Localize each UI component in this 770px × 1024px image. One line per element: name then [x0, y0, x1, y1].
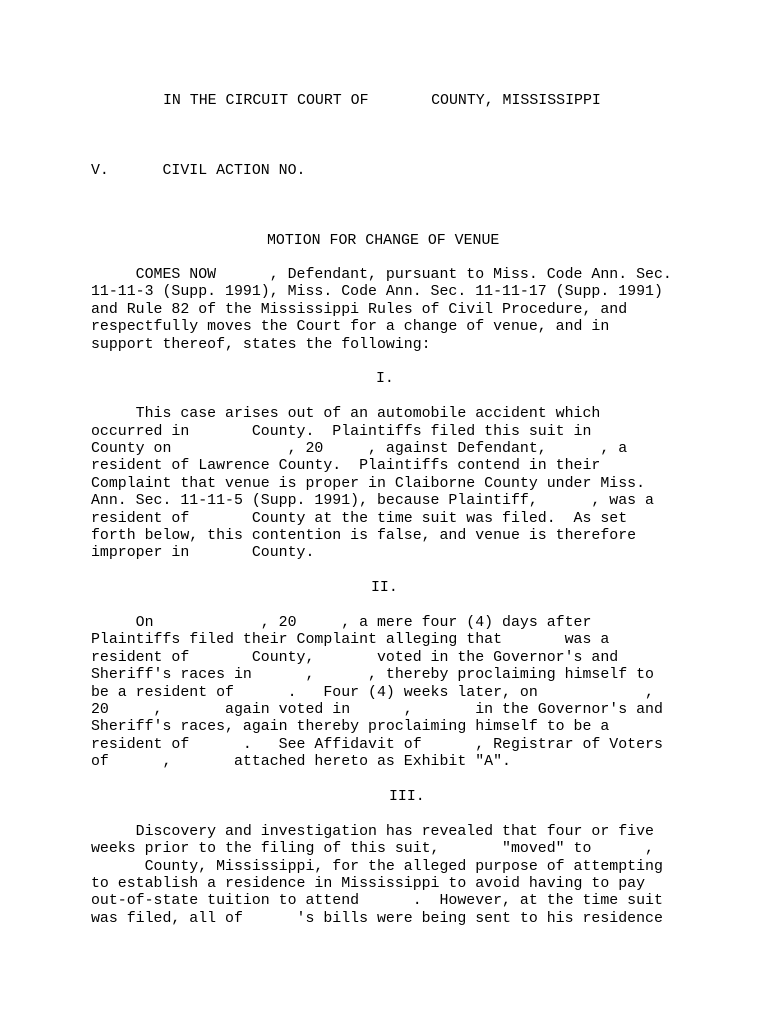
section-1-line: forth below, this contention is false, and venue is therefore — [91, 528, 637, 544]
case-caption: V. CIVIL ACTION NO. — [91, 163, 306, 179]
section-3-line: out-of-state tuition to attend . However, at the time suit — [91, 893, 663, 909]
section-2-line: Sheriff's races, again thereby proclaiming himself to be a — [91, 719, 610, 735]
intro-line: and Rule 82 of the Mississippi Rules of Civil Procedure, and — [91, 302, 628, 318]
section-1-line: resident of Lawrence County. Plaintiffs contend in their — [91, 458, 601, 474]
section-heading-1: I. — [376, 371, 394, 387]
section-2-line: of , attached hereto as Exhibit "A". — [91, 754, 511, 770]
section-3-line: Discovery and investigation has revealed that four or five — [91, 824, 654, 840]
section-1-line: County on , 20 , against Defendant, , a — [91, 441, 628, 457]
section-2-line: Plaintiffs filed their Complaint alleging that was a — [91, 632, 610, 648]
section-heading-3: III. — [389, 789, 425, 805]
intro-line: 11-11-3 (Supp. 1991), Miss. Code Ann. Sec. 11-11-17 (Supp. 1991) — [91, 284, 663, 300]
section-1-line: This case arises out of an automobile accident which — [91, 406, 601, 422]
section-2-line: resident of . See Affidavit of , Registrar of Voters — [91, 737, 663, 753]
section-2-line: 20 , again voted in , in the Governor's and — [91, 702, 663, 718]
section-2-line: Sheriff's races in , , thereby proclaiming himself to — [91, 667, 654, 683]
intro-line: respectfully moves the Court for a change of venue, and in — [91, 319, 610, 335]
section-heading-2: II. — [371, 580, 398, 596]
section-1-line: resident of County at the time suit was filed. As set — [91, 511, 628, 527]
section-1-line: improper in County. — [91, 545, 315, 561]
intro-line: support thereof, states the following: — [91, 337, 431, 353]
section-3-line: was filed, all of 's bills were being sent to his residence — [91, 911, 663, 927]
section-2-line: resident of County, voted in the Governor's and — [91, 650, 619, 666]
section-3-line: County, Mississippi, for the alleged purpose of attempting — [91, 859, 663, 875]
section-1-line: Ann. Sec. 11-11-5 (Supp. 1991), because Plaintiff, , was a — [91, 493, 654, 509]
section-3-line: weeks prior to the filing of this suit, "moved" to , — [91, 841, 654, 857]
section-1-line: occurred in County. Plaintiffs filed this suit in — [91, 424, 592, 440]
intro-line: COMES NOW , Defendant, pursuant to Miss. Code Ann. Sec. — [91, 267, 672, 283]
court-heading: IN THE CIRCUIT COURT OF COUNTY, MISSISSIPPI — [163, 93, 601, 109]
document-title: MOTION FOR CHANGE OF VENUE — [267, 233, 500, 249]
section-2-line: On , 20 , a mere four (4) days after — [91, 615, 592, 631]
section-3-line: to establish a residence in Mississippi to avoid having to pay — [91, 876, 646, 892]
section-2-line: be a resident of . Four (4) weeks later, on , — [91, 685, 654, 701]
section-1-line: Complaint that venue is proper in Claiborne County under Miss. — [91, 476, 646, 492]
